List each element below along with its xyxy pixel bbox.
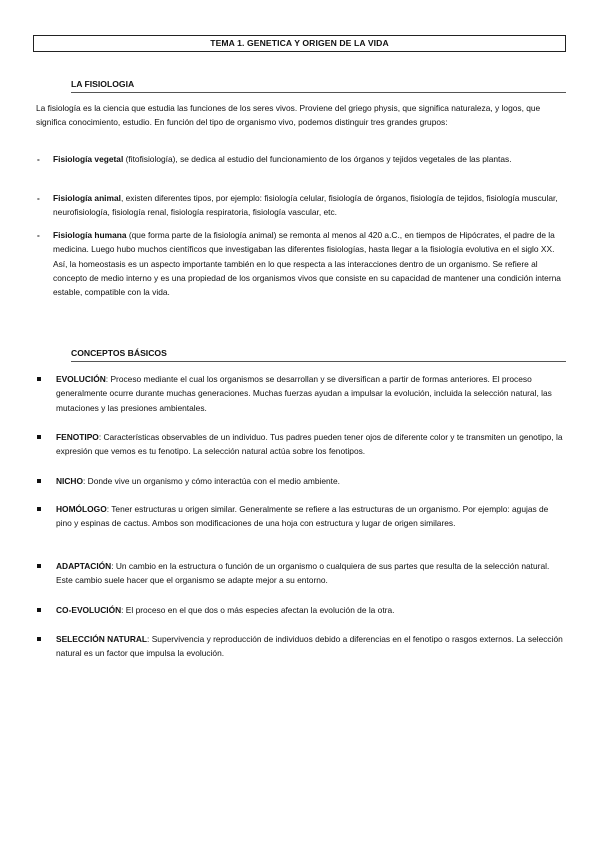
square-bullet — [37, 372, 41, 386]
square-bullet — [37, 430, 41, 444]
concept-text: : El proceso en el que dos o más especies afectan la evolución de la otra. — [121, 605, 395, 615]
square-bullet — [37, 502, 41, 516]
concept-text: : Características observables de un individuo. Tus padres pueden tener ojos de diferente color y te transmiten un genotipo, la expresión que vemos es tu fenotipo. La selección natural actúa sobre los fenotipos. — [56, 432, 563, 457]
section-heading-conceptos: CONCEPTOS BÁSICOS — [71, 348, 566, 362]
dash-bullet: - — [37, 154, 40, 164]
concept-text: : Un cambio en la estructura o función de un organismo o cualquiera de sus partes que resulta de la selección natural. Este cambio suele hacer que el organismo se adapte mejor a su entorno. — [56, 561, 550, 586]
square-bullet — [37, 559, 41, 573]
square-bullet — [37, 474, 41, 488]
list-item-fisiologia-vegetal — [53, 152, 563, 166]
concept-homologo — [56, 502, 566, 531]
intro-paragraph: La fisiología es la ciencia que estudia las funciones de los seres vivos. Proviene del griego physis, que significa naturaleza, y logos, que significa conocimiento, estudio. En función del tipo de organismo vivo, podemos distinguir tres grandes grupos: — [36, 103, 541, 128]
concept-adaptacion — [56, 559, 566, 588]
concept-nicho — [56, 474, 566, 488]
section-heading-fisiologia: LA FISIOLOGIA — [71, 79, 566, 93]
item-term: Fisiología animal — [53, 193, 121, 203]
list-item-fisiologia-animal — [53, 191, 563, 220]
document-title: TEMA 1. GENETICA Y ORIGEN DE LA VIDA — [33, 35, 566, 52]
concept-text: : Proceso mediante el cual los organismos se desarrollan y se diversifican a partir de formas anteriores. El proceso generalmente ocurre durante muchas generaciones. Muchas fuerzas ayudan a impulsar la evolución, incluida la selección natural, las mutaciones y las presiones ambientales. — [56, 374, 552, 413]
item-text: (fitofisiología), se dedica al estudio del funcionamiento de los órganos y tejidos vegetales de las plantas. — [123, 154, 512, 164]
square-bullet — [37, 603, 41, 617]
item-text: (que forma parte de la fisiología animal) se remonta al menos al 420 a.C., en tiempos de Hipócrates, el padre de la medicina. Luego hubo muchos científicos que investigaban las diferentes fisiologías, hasta llegar a la fisiología evolutiva en el siglo XX. Así, la homeostasis es un aspecto importante también en lo que respecta a las interacciones dentro de un organismo. Se refiere al concepto de medio interno y es una propiedad de los organismos vivos que consiste en su capacidad de mantener una condición interna estable, compatible con la vida. — [53, 230, 561, 298]
concept-text: : Tener estructuras u origen similar. Generalmente se refiere a las estructuras de un organismo. Por ejemplo: agujas de pino y espinas de cactus. Ambos son modificaciones de una hoja con estructura y lugar de origen similares. — [56, 504, 549, 529]
concept-term: HOMÓLOGO — [56, 504, 107, 514]
concept-term: CO-EVOLUCIÓN — [56, 605, 122, 615]
concept-term: FENOTIPO — [56, 432, 99, 442]
dash-bullet: - — [37, 193, 40, 203]
concept-term: EVOLUCIÓN — [56, 374, 106, 384]
concept-term: SELECCIÓN NATURAL — [56, 634, 148, 644]
concept-term: ADAPTACIÓN — [56, 561, 112, 571]
list-item-fisiologia-humana — [53, 228, 563, 299]
concept-evolucion — [56, 372, 566, 415]
concept-fenotipo — [56, 430, 566, 459]
concept-seleccion-natural — [56, 632, 566, 661]
item-term: Fisiología vegetal — [53, 154, 124, 164]
item-text: , existen diferentes tipos, por ejemplo: fisiología celular, fisiología de órganos, fisiología de tejidos, fisiología muscular, neurofisiología, fisiología renal, fisiología respiratoria, fisiología vascular, etc. — [53, 193, 558, 218]
item-term: Fisiología humana — [53, 230, 127, 240]
concept-text: : Supervivencia y reproducción de individuos debido a diferencias en el fenotipo o rasgos externos. La selección natural es un factor que impulsa la evolución. — [56, 634, 563, 659]
concept-coevolucion — [56, 603, 566, 617]
concept-text: : Donde vive un organismo y cómo interactúa con el medio ambiente. — [83, 476, 340, 486]
square-bullet — [37, 632, 41, 646]
concept-term: NICHO — [56, 476, 83, 486]
dash-bullet: - — [37, 230, 40, 240]
